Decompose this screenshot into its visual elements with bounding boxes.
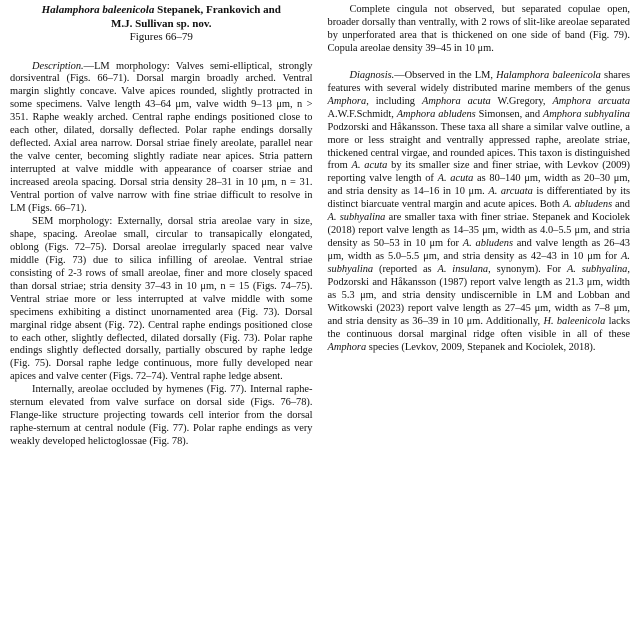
taxon-italic: A. abludens — [562, 199, 613, 211]
description-lm-paragraph — [10, 61, 313, 216]
diagnosis-text: are smaller taxa with finer striae. Stepanek and Kociolek (2018) report valve length as 14–35 μm, width as 4.0–5.5 μm, and stria density as 50–53 in 10 μm for — [327, 212, 630, 250]
diagnosis-text: , Podzorski and Håkansson (1987) report valve length as 21.3 μm, width as 5.3 μm, and stria density undiscernible in LM and Lobban and Witkowski (2023) report valve length as 27–45 μm, width as 7–8 μm, and stria density as 36–39 in 10 μm. Additionally, — [327, 264, 630, 327]
diagnosis-text: species (Levkov, 2009, Stepanek and Kociolek, 2018). — [366, 341, 596, 353]
taxon-italic: Amphora arcuata — [552, 95, 631, 107]
diagnosis-text: lacks the continuous dorsal marginal ridge often visible in all of these — [327, 315, 630, 340]
taxon-italic: A. subhyalina — [327, 212, 386, 224]
diagnosis-text: , synonym). For — [488, 264, 567, 276]
taxon-italic: A. subhyalina — [566, 264, 628, 276]
taxon-heading — [10, 4, 313, 45]
taxon-italic: A. acuta — [351, 160, 388, 172]
diagnosis-text: and — [612, 199, 631, 211]
right-column — [328, 4, 631, 640]
taxon-italic: A. insulana — [437, 264, 489, 276]
description-cingula-paragraph: Complete cingula not observed, but separated copulae open, broader dorsally than ventrally, with 2 rows of slit-like areolae separated by unperforated area that is thickened on one side of band (Fig. 79). Copula areolae density 39–45 in 10 μm. — [327, 4, 630, 54]
taxon-name-line — [10, 4, 313, 18]
diagnosis-text: A.W.F.Schmidt, — [327, 108, 397, 120]
description-internal-paragraph: Internally, areolae occluded by hymenes (Fig. 77). Internal raphe-sternum elevated from valve surface on dorsal side (Figs. 76–78). Flange-like structure projecting towards cell interior from the dorsal raphe-sternum at central nodule (Fig. 77). Polar raphe endings as very weakly developed helictoglossae (Fig. 78). — [10, 384, 313, 448]
diagnosis-text: and valve length as 26–43 μm, width as 5.0–5.5 μm, and stria density as 42–43 in 10 μm for — [327, 238, 630, 263]
diagnosis-text: shares features with several widely distributed marine members of the genus — [327, 69, 630, 94]
diagnosis-text: is differentiated by its distinct biarcuate ventral margin and acute apices. Both — [327, 186, 631, 211]
taxon-italic: Halamphora baleenicola — [496, 69, 601, 81]
taxon-italic: H. baleenicola — [543, 315, 606, 327]
description-sem-paragraph: SEM morphology: Externally, dorsal stria areolae vary in size, shape, spacing. Areolae small, circular to transapically elongated, oblong (Figs. 72–75). Dorsal areolae irregularly spaced near valve middle (Fig. 73) due to silica infilling of areolae. Ventral striae consisting of 2-3 rows of small areolae, finer and more closely spaced than dorsal striae; stria density 37–43 in 10 μm, n = 15 (Figs. 74–75). Ventral striae more or less interrupted at valve middle with some specimens exhibiting a distinct unornamented area (Fig. 73). Dorsal marginal ridge absent (Fig. 72). Central raphe endings positioned close to each other, slightly deflected, dilated dorsally (Fig. 73). Polar raphe endings slightly deflected dorsally, partially obscured by raphe ledge (Fig. 75). Dorsal raphe ledge continuous, more fully developed near apices and valve center (Figs. 72–74). Ventral raphe ledge absent. — [10, 215, 313, 383]
diagnosis-text: (reported as — [373, 264, 438, 276]
taxon-italic: Amphora — [327, 341, 367, 353]
description-lm-text: —LM morphology: Valves semi-elliptical, strongly dorsiventral (Figs. 66–71). Dorsal margin broadly arched. Ventral margin slightly concave. Valve apices rounded, slightly protracted in some specimens. Valve length 43–64 μm, valve width 9–13 μm, n > 351. Raphe weakly arched. Central raphe endings positioned close to each other, dilated, dorsally deflected. Polar raphe endings dorsally deflected. Axial area narrow. Dorsal striae finely areolate, parallel near the valve center, becoming slightly radiate near apices. Stria pattern interrupted at valve middle with appearance of coarser striae and increased areola spacing. Dorsal stria density 28–31 in 10 μm, n = 31. Ventral portion of valve narrow with fine striae difficult to resolve in LM (Figs. 66–71). — [10, 60, 313, 214]
description-label: Description. — [32, 60, 84, 72]
species-name: Halamphora baleenicola — [41, 4, 155, 16]
authors-line-2: M.J. Sullivan sp. nov. — [110, 17, 212, 30]
left-column — [10, 4, 313, 640]
figures-reference: Figures 66–79 — [129, 31, 193, 43]
diagnosis-text: Podzorski and Håkansson. These taxa all share a similar valve outline, a more or less straight and ventrally appressed raphe, areolate striae, thickened central virgae, and rounded apices. This taxon is distinguished from — [327, 121, 630, 172]
authors-line-1: Stepanek, Frankovich and — [157, 4, 281, 16]
taxon-italic: Amphora subhyalina — [542, 108, 630, 120]
taxon-italic: A. arcuata — [488, 186, 533, 198]
taxon-italic: A. acuta — [437, 173, 474, 185]
diagnosis-paragraph — [328, 70, 631, 355]
diagnosis-text: as 80–140 μm, width as 20–30 μm, and stria density as 14–16 in 10 μm. — [327, 173, 630, 198]
taxon-italic: A. abludens — [462, 238, 514, 250]
diagnosis-text: —Observed in the LM, — [394, 69, 497, 81]
taxon-italic: Amphora acuta — [421, 95, 491, 107]
diagnosis-text: W.Gregory, — [490, 95, 553, 107]
diagnosis-label: Diagnosis. — [349, 69, 395, 81]
diagnosis-text: , including — [366, 95, 422, 107]
diagnosis-text: by its smaller size and finer striae, with Levkov (2009) reporting valve length of — [327, 160, 630, 185]
taxon-italic: Amphora abludens — [396, 108, 476, 120]
diagnosis-text: Simonsen, and — [475, 108, 543, 120]
taxon-italic: A. subhyalina — [327, 251, 630, 276]
taxon-italic: Amphora — [327, 95, 367, 107]
